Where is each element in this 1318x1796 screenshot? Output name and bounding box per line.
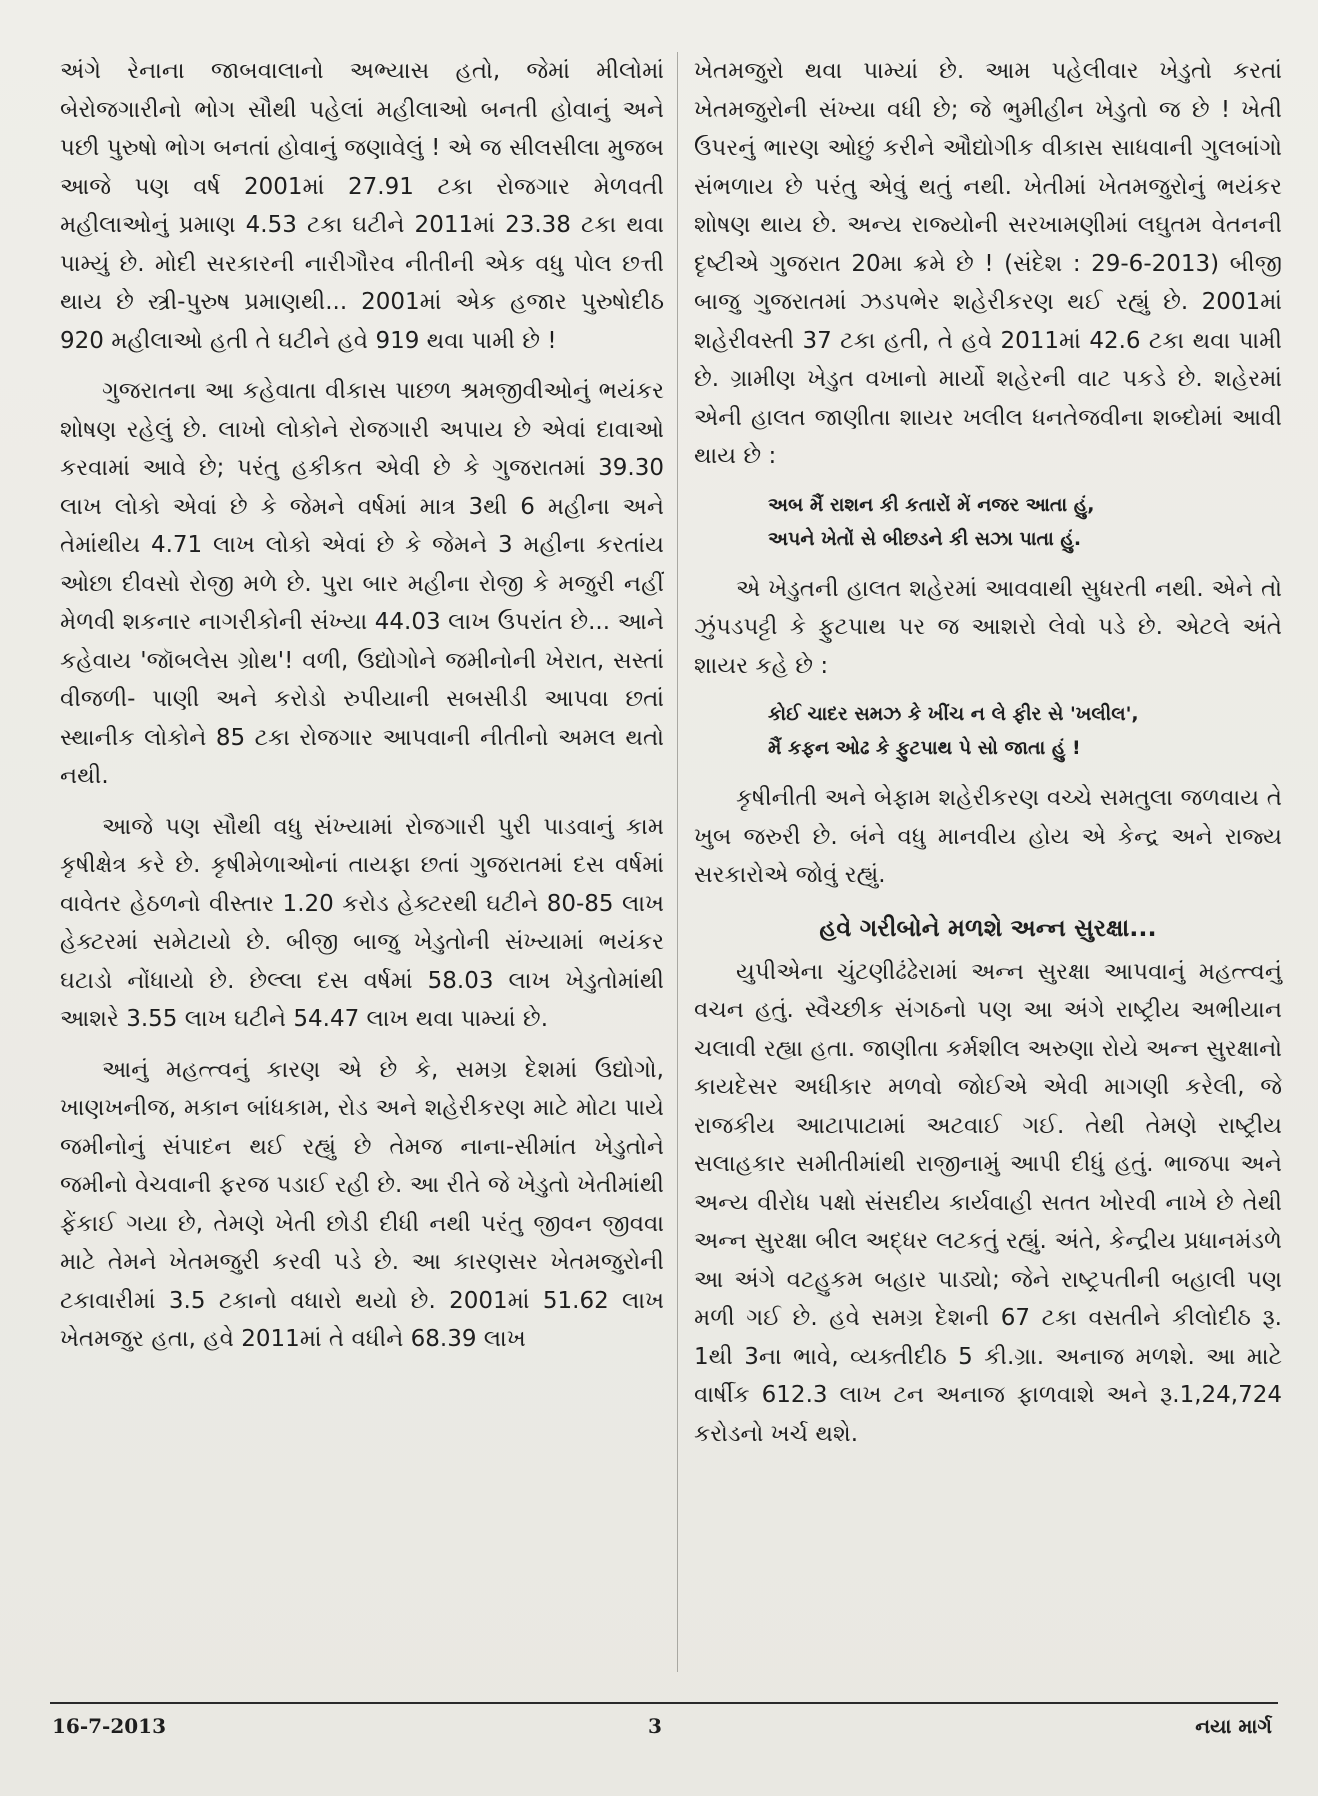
poem-couplet-2 [768, 697, 1282, 765]
footer-date: 16-7-2013 [52, 1714, 167, 1738]
section-heading: હવે ગરીબોને મળશે અન્ન સુરક્ષા... [819, 913, 1157, 942]
couplet-1-line-2: અપને ખેતોં સે બીછડને કી સઝા પાતા હું. [768, 527, 1082, 550]
publication-name: નયા માર્ગ [1195, 1714, 1272, 1738]
couplet-1-line-1: અબ મૈં રાશન કી કતારોં મેં નજર આતા હું, [768, 493, 1095, 516]
left-column [60, 52, 664, 1371]
left-paragraph-4: આનું મહત્ત્વનું કારણ એ છે કે, સમગ્ર દેશમાં ઉદ્યોગો, ખાણખનીજ, મકાન બાંધકામ, રોડ અને શહેરીકરણ માટે મોટા પાયે જમીનોનું સંપાદન થઈ રહ્યું છે તેમજ નાના-સીમાંત ખેડુતોને જમીનો વેચવાની ફરજ પડાઈ રહી છે. આ રીતે જે ખેડુતો ખેતીમાંથી ફેંકાઈ ગયા છે, તેમણે ખેતી છોડી દીધી નથી પરંતુ જીવન જીવવા માટે તેમને ખેતમજુરી કરવી પડે છે. આ કારણસર ખેતમજુરોની ટકાવારીમાં 3.5 ટકાનો વધારો થયો છે. 2001માં 51.62 લાખ ખેતમજુર હતા, હવે 2011માં તે વધીને 68.39 લાખ [60, 1056, 664, 1352]
right-paragraph-1: ખેતમજુરો થવા પામ્યાં છે. આમ પહેલીવાર ખેડુતો કરતાં ખેતમજુરોની સંખ્યા વધી છે; જે ભુમીહીન ખેડુતો જ છે ! ખેતી ઉપરનું ભારણ ઓછું કરીને ઔદ્યોગીક વીકાસ સાધવાની ગુલબાંગો સંભળાય છે પરંતુ એવું થતું નથી. ખેતીમાં ખેતમજુરોનું ભયંકર શોષણ થાય છે. અન્ય રાજ્યોની સરખામણીમાં લઘુતમ વેતનની દૃષ્ટીએ ગુજરાત 20મા ક્રમે છે ! (સંદેશ : 29-6-2013) બીજી બાજુ ગુજરાતમાં ઝડપભેર શહેરીકરણ થઈ રહ્યું છે. 2001માં શહેરીવસ્તી 37 ટકા હતી, તે હવે 2011માં 42.6 ટકા થવા પામી છે. ગ્રામીણ ખેડુત વખાનો માર્યો શહેરની વાટ પકડે છે. શહેરમાં એની હાલત જાણીતા શાયર ખલીલ ધનતેજવીના શબ્દોમાં આવી થાય છે : [694, 58, 1282, 469]
page-number: 3 [648, 1714, 662, 1738]
footer-rule [50, 1702, 1278, 1704]
right-column [694, 52, 1282, 1465]
couplet-2-line-1: કોઈ ચાદર સમઝ કે ખીંચ ન લે ફીર સે 'ખલીલ', [768, 703, 1139, 725]
column-divider [677, 52, 678, 1672]
poem-couplet-1 [768, 488, 1282, 556]
left-paragraph-3: આજે પણ સૌથી વધુ સંખ્યામાં રોજગારી પુરી પાડવાનું કામ કૃષીક્ષેત્ર કરે છે. કૃષીમેળાઓનાં તાયફા છતાં ગુજરાતમાં દસ વર્ષમાં વાવેતર હેઠળનો વીસ્તાર 1.20 કરોડ હેક્ટરથી ઘટીને 80-85 લાખ હેક્ટરમાં સમેટાયો છે. બીજી બાજુ ખેડુતોની સંખ્યામાં ભયંકર ઘટાડો નોંધાયો છે. છેલ્લા દસ વર્ષમાં 58.03 લાખ ખેડુતોમાંથી આશરે 3.55 લાખ ઘટીને 54.47 લાખ થવા પામ્યાં છે. [60, 813, 664, 1032]
left-paragraph-2: ગુજરાતના આ કહેવાતા વીકાસ પાછળ શ્રમજીવીઓનું ભયંકર શોષણ રહેલું છે. લાખો લોકોને રોજગારી અપાય છે એવાં દાવાઓ કરવામાં આવે છે; પરંતુ હકીકત એવી છે કે ગુજરાતમાં 39.30 લાખ લોકો એવાં છે કે જેમને વર્ષમાં માત્ર 3થી 6 મહીના અને તેમાંથીય 4.71 લાખ લોકો એવાં છે કે જેમને 3 મહીના કરતાંય ઓછા દીવસો રોજી મળે છે. પુરા બાર મહીના રોજી કે મજુરી નહીં મેળવી શકનાર નાગરીકોની સંખ્યા 44.03 લાખ ઉપરાંત છે... આને કહેવાય 'જૉબલેસ ગ્રોથ'! વળી, ઉદ્યોગોને જમીનોની ખેરાત, સસ્તાં વીજળી- પાણી અને કરોડો રુપીયાની સબસીડી આપવા છતાં સ્થાનીક લોકોને 85 ટકા રોજગાર આપવાની નીતીનો અમલ થતો નથી. [60, 378, 664, 789]
right-paragraph-4: યુપીએના ચુંટણીઢંઢેરામાં અન્ન સુરક્ષા આપવાનું મહત્ત્વનું વચન હતું. સ્વૈચ્છીક સંગઠનો પણ આ અંગે રાષ્ટ્રીય અભીયાન ચલાવી રહ્યા હતા. જાણીતા કર્મશીલ અરુણા રોયે અન્ન સુરક્ષાનો કાયદેસર અધીકાર મળવો જોઈએ એવી માગણી કરેલી, જે રાજકીય આટાપાટામાં અટવાઈ ગઈ. તેથી તેમણે રાષ્ટ્રીય સલાહકાર સમીતીમાંથી રાજીનામું આપી દીધું હતું. ભાજપા અને અન્ય વીરોધ પક્ષો સંસદીય કાર્યવાહી સતત ખોરવી નાખે છે તેથી અન્ન સુરક્ષા બીલ અદ્ધર લટકતું રહ્યું. અંતે, કેન્દ્રીય પ્રધાનમંડળે આ અંગે વટહુકમ બહાર પાડ્યો; જેને રાષ્ટ્રપતીની બહાલી પણ મળી ગઈ છે. હવે સમગ્ર દેશની 67 ટકા વસતીને કીલોદીઠ રૂ. 1થી 3ના ભાવે, વ્યક્તીદીઠ 5 કી.ગ્રા. અનાજ મળશે. આ માટે વાર્ષીક 612.3 લાખ ટન અનાજ ફાળવાશે અને રૂ.1,24,724 કરોડનો ખર્ચ થશે. [694, 958, 1282, 1447]
couplet-2-line-2: મૈં કફન ઓઢ કે ફુટપાથ પે સો જાતા હું ! [768, 737, 1081, 759]
right-paragraph-2: એ ખેડુતની હાલત શહેરમાં આવવાથી સુધરતી નથી. એને તો ઝુંપડપટ્ટી કે ફુટપાથ પર જ આશરો લેવો પડે છે. એટલે અંતે શાયર કહે છે : [694, 575, 1282, 679]
left-paragraph-1: અંગે રેનાના જાબવાલાનો અભ્યાસ હતો, જેમાં મીલોમાં બેરોજગારીનો ભોગ સૌથી પહેલાં મહીલાઓ બનતી હોવાનું અને પછી પુરુષો ભોગ બનતાં હોવાનું જણાવેલું ! એ જ સીલસીલા મુજબ આજે પણ વર્ષ 2001માં 27.91 ટકા રોજગાર મેળવતી મહીલાઓનું પ્રમાણ 4.53 ટકા ઘટીને 2011માં 23.38 ટકા થવા પામ્યું છે. મોદી સરકારની નારીગૌરવ નીતીની એક વધુ પોલ છત્તી થાય છે સ્ત્રી-પુરુષ પ્રમાણથી... 2001માં એક હજાર પુરુષોદીઠ 920 મહીલાઓ હતી તે ઘટીને હવે 919 થવા પામી છે ! [60, 58, 664, 354]
right-paragraph-3: કૃષીનીતી અને બેફામ શહેરીકરણ વચ્ચે સમતુલા જળવાય તે ખુબ જરુરી છે. બંને વધુ માનવીય હોય એ કેન્દ્ર અને રાજ્ય સરકારોએ જોવું રહ્યું. [694, 785, 1282, 888]
